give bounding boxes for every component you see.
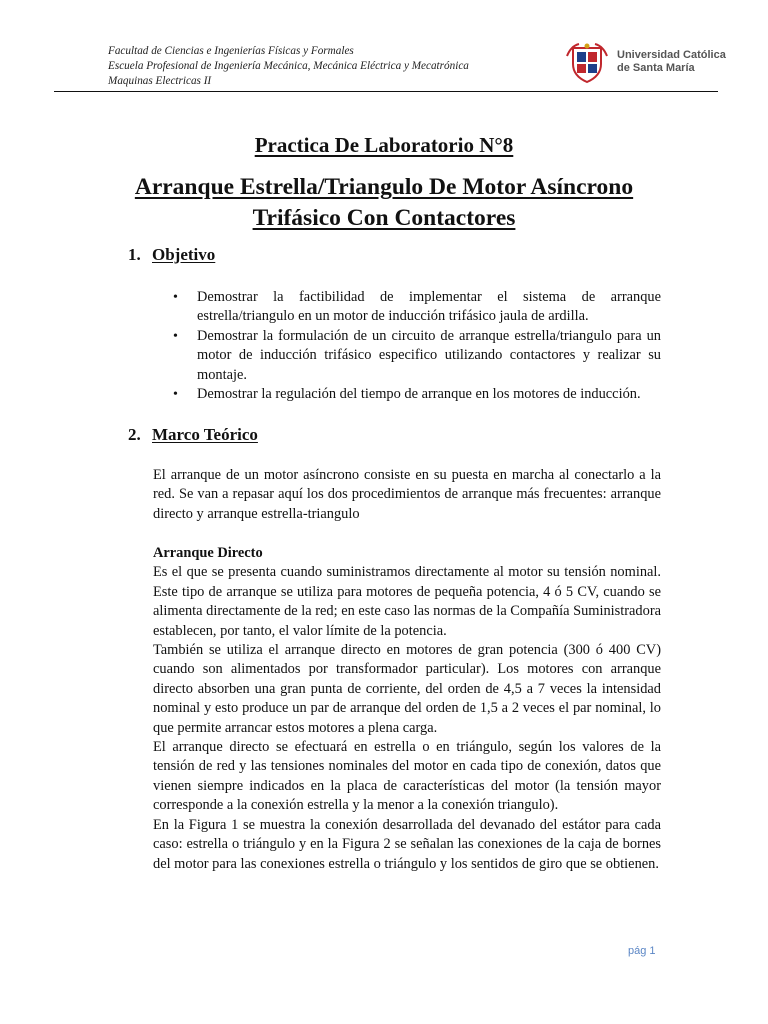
subsection-heading: Arranque Directo bbox=[153, 545, 263, 561]
page-header bbox=[108, 44, 548, 89]
university-logo bbox=[565, 42, 735, 84]
section-intro-paragraph: El arranque de un motor asíncrono consiste en su puesta en marcha al conectarlo a la red. Se van a repasar aquí los dos procedimientos de arranque más frecuentes: arranque directo y arranque estrella-triangulo bbox=[153, 467, 661, 522]
arranque-directo-block bbox=[153, 544, 661, 874]
list-item: • Demostrar la regulación del tiempo de arranque en los motores de inducción. bbox=[153, 385, 661, 404]
document-title: Practica De Laboratorio N°8 bbox=[254, 133, 514, 157]
header-divider bbox=[54, 91, 718, 92]
page-number: pág 1 bbox=[628, 945, 656, 957]
university-crest-icon bbox=[565, 42, 609, 84]
section-objetivo-heading: 1. Objetivo bbox=[128, 245, 216, 264]
list-item: • Demostrar la formulación de un circuito de arranque estrella/triangulo para un motor de inducción trifásico especifico utilizando contactores y realizar su montaje. bbox=[153, 327, 661, 385]
header-course: Maquinas Electricas II bbox=[108, 75, 212, 87]
document-subtitle: Arranque Estrella/Triangulo De Motor Asíncrono Trifásico Con Contactores bbox=[134, 174, 634, 231]
paragraph: El arranque directo se efectuará en estrella o en triángulo, según los valores de la tensión de red y las tensiones nominales del motor en cada tipo de conexión, datos que vienen siempre indicados en la placa de características del motor (la tensión mayor corresponde a la conexión estrella y la menor a la conexión triangulo). bbox=[153, 739, 661, 814]
objectives-list bbox=[153, 288, 661, 404]
paragraph: En la Figura 1 se muestra la conexión desarrollada del devanado del estátor para cada caso: estrella o triángulo y en la Figura 2 se señalan las conexiones de la caja de bornes del motor para las conexiones estrella o triángulo y los sentidos de giro que se obtienen. bbox=[153, 816, 661, 872]
paragraph: Es el que se presenta cuando suministramos directamente al motor su tensión nominal. Este tipo de arranque se utiliza para motores de pequeña potencia, 4 ó 5 CV, cuando se alimenta directamente de la red; en este caso las normas de la Compañía Suministradora establecen, por tanto, el valor límite de la potencia. bbox=[153, 564, 661, 639]
paragraph: También se utiliza el arranque directo en motores de gran potencia (300 ó 400 CV) cuando son alimentados por transformador particular). Los motores con arranque directo absorben una gran punta de corriente, del orden de 4,5 a 7 veces la intensidad nominal y esto produce un par de arranque del orden de 1,5 a 2 veces el par nominal, lo que permite arrancar estos motores a plena carga. bbox=[153, 642, 661, 736]
header-school: Escuela Profesional de Ingeniería Mecánica, Mecánica Eléctrica y Mecatrónica bbox=[108, 60, 469, 72]
header-faculty: Facultad de Ciencias e Ingenierías Físicas y Formales bbox=[108, 45, 354, 57]
section-marco-teorico-heading: 2. Marco Teórico bbox=[128, 425, 258, 444]
university-name: Universidad Católica de Santa María bbox=[617, 49, 726, 74]
list-item: • Demostrar la factibilidad de implementar el sistema de arranque estrella/triangulo en un motor de inducción trifásico jaula de ardilla. bbox=[153, 288, 661, 327]
